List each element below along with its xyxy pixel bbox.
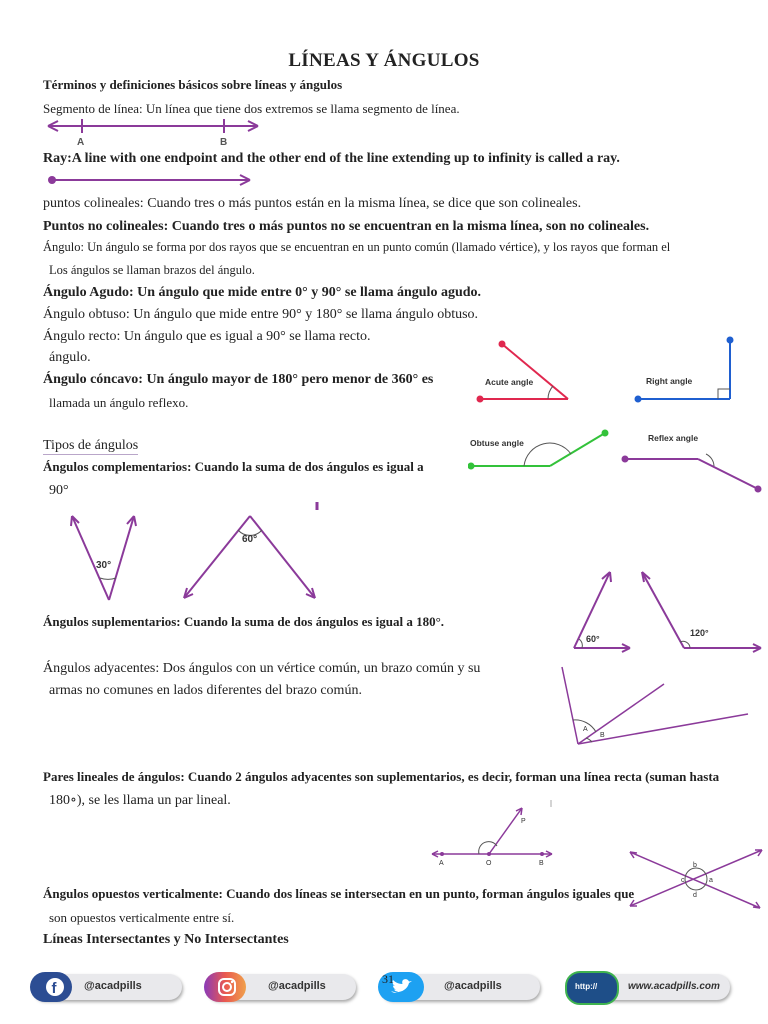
angle-definition-line1: Ángulo: Un ángulo se forma por dos rayos que se encuentran en un punto común (llamado vértice), y los rayos que forman el bbox=[43, 240, 671, 254]
adjacent-angles-figure bbox=[556, 664, 756, 754]
right-angle-figure bbox=[635, 337, 734, 403]
svg-text:c: c bbox=[681, 877, 685, 884]
svg-text:A: A bbox=[583, 726, 588, 733]
svg-text:f: f bbox=[51, 980, 57, 997]
obtuse-definition: Ángulo obtuso: Un ángulo que mide entre 90° y 180° se llama ángulo obtuso. bbox=[43, 307, 479, 322]
page-title: LÍNEAS Y ÁNGULOS bbox=[288, 50, 480, 71]
types-heading: Tipos de ángulos bbox=[43, 438, 139, 453]
twitter-link[interactable] bbox=[380, 974, 540, 1000]
complementary-definition-line2: 90° bbox=[49, 483, 69, 498]
adjacent-definition-line1: Ángulos adyacentes: Dos ángulos con un vértice común, un brazo común y su bbox=[43, 661, 481, 676]
ray-definition: Ray:A line with one endpoint and the other end of the line extending up to infinity is called a ray. bbox=[43, 151, 620, 166]
svg-text:Obtuse angle: Obtuse angle bbox=[470, 438, 524, 448]
complementary-definition-line1: Ángulos complementarios: Cuando la suma de dos ángulos es igual a bbox=[43, 459, 424, 474]
svg-text:O: O bbox=[486, 860, 492, 867]
ray-figure bbox=[44, 170, 258, 190]
concave-definition-line2: llamada un ángulo reflexo. bbox=[49, 395, 189, 410]
obtuse-angle-figure bbox=[468, 430, 609, 470]
svg-text:Acute angle: Acute angle bbox=[485, 377, 534, 387]
svg-text:B: B bbox=[539, 860, 544, 867]
svg-text:b: b bbox=[693, 862, 697, 869]
segment-label-a: A bbox=[77, 137, 85, 148]
acute-angle-figure bbox=[477, 341, 569, 403]
segment-definition: Segmento de línea: Un línea que tiene dos extremos se llama segmento de línea. bbox=[43, 101, 460, 116]
web-icon: http:// bbox=[565, 971, 619, 1005]
instagram-handle: @acadpills bbox=[268, 980, 326, 992]
vertical-definition-line2: son opuestos verticalmente entre sí. bbox=[49, 910, 235, 925]
svg-text:120°: 120° bbox=[690, 628, 709, 638]
noncollinear-definition: Puntos no colineales: Cuando tres o más puntos no se encuentran en la misma línea, son no colineales. bbox=[43, 219, 650, 234]
vertical-definition-line1: Ángulos opuestos verticalmente: Cuando dos líneas se intersectan en un punto, forman ángulos iguales que bbox=[43, 886, 635, 901]
twitter-handle: @acadpills bbox=[444, 980, 502, 992]
supplementary-120-figure bbox=[642, 572, 761, 652]
svg-text:60°: 60° bbox=[242, 534, 258, 545]
concave-definition-line1: Ángulo cóncavo: Un ángulo mayor de 180° pero menor de 360° es bbox=[43, 372, 434, 387]
intersecting-heading: Líneas Intersectantes y No Intersectantes bbox=[43, 932, 289, 947]
svg-text:a: a bbox=[709, 877, 713, 884]
website-url: www.acadpills.com bbox=[628, 981, 720, 992]
instagram-icon bbox=[204, 972, 246, 1002]
instagram-link[interactable] bbox=[206, 974, 356, 1000]
supplementary-definition: Ángulos suplementarios: Cuando la suma de dos ángulos es igual a 180°. bbox=[43, 614, 445, 629]
complementary-60-figure bbox=[184, 516, 315, 598]
vertical-angles-figure bbox=[626, 846, 766, 912]
facebook-handle: @acadpills bbox=[84, 980, 142, 992]
right-definition-line1: Ángulo recto: Un ángulo que es igual a 90° se llama recto. bbox=[43, 329, 371, 344]
segment-label-b: B bbox=[220, 137, 228, 148]
svg-text:d: d bbox=[693, 892, 697, 899]
collinear-definition: puntos colineales: Cuando tres o más puntos están en la misma línea, se dice que son colineales. bbox=[43, 196, 582, 211]
complementary-figure bbox=[60, 498, 330, 608]
right-definition-line2: ángulo. bbox=[49, 350, 91, 365]
svg-text:A: A bbox=[439, 860, 444, 867]
linear-pair-definition-line2: 180∘), se les llama un par lineal. bbox=[49, 793, 231, 808]
page-number: 31 bbox=[382, 972, 394, 986]
svg-text:Reflex angle: Reflex angle bbox=[648, 433, 699, 443]
line-segment-figure bbox=[44, 116, 264, 148]
reflex-angle-figure bbox=[622, 433, 762, 493]
complementary-30-figure bbox=[71, 516, 136, 600]
linear-pair-figure bbox=[424, 798, 560, 870]
supplementary-60-figure bbox=[574, 572, 630, 652]
angle-definition-line2: Los ángulos se llaman brazos del ángulo. bbox=[49, 263, 255, 277]
supplementary-figure bbox=[566, 566, 766, 656]
subtitle: Términos y definiciones básicos sobre líneas y ángulos bbox=[43, 77, 343, 92]
linear-pair-definition-line1: Pares lineales de ángulos: Cuando 2 ángulos adyacentes son suplementarios, es decir, forman una línea recta (suman hasta bbox=[43, 769, 720, 784]
angle-types-figure bbox=[468, 332, 768, 502]
svg-text:30°: 30° bbox=[96, 560, 112, 571]
website-link[interactable] bbox=[568, 974, 730, 1000]
adjacent-definition-line2: armas no comunes en lados diferentes del brazo común. bbox=[49, 683, 362, 698]
acute-definition: Ángulo Agudo: Un ángulo que mide entre 0° y 90° se llama ángulo agudo. bbox=[43, 285, 482, 300]
facebook-icon bbox=[30, 972, 72, 1002]
svg-text:P: P bbox=[521, 818, 526, 825]
svg-text:Right angle: Right angle bbox=[646, 376, 693, 386]
svg-text:B: B bbox=[600, 732, 605, 739]
svg-text:60°: 60° bbox=[586, 634, 600, 644]
facebook-link[interactable] bbox=[32, 974, 182, 1000]
